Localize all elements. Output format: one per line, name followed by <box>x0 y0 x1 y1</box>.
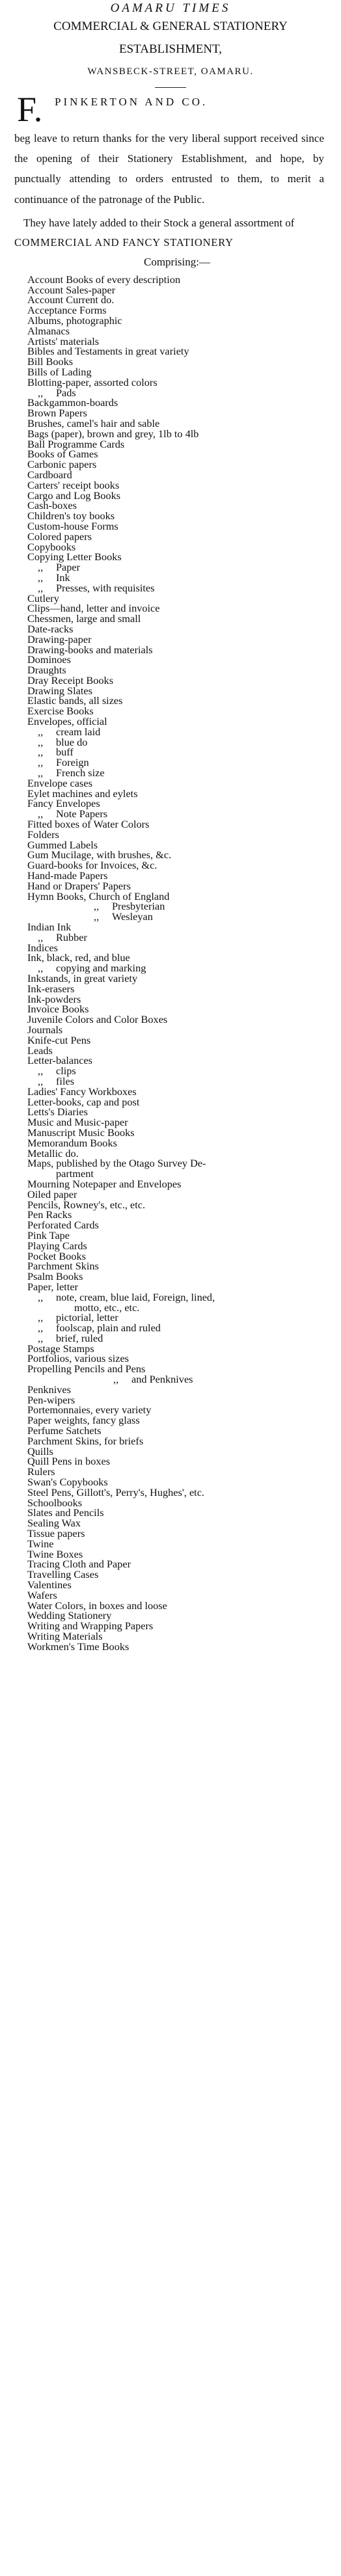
list-item: ,, Wesleyan <box>94 910 153 923</box>
list-item: ,, French size <box>38 766 105 780</box>
list-item: Gum Mucilage, with brushes, &c. <box>27 848 172 861</box>
list-item: Twine Boxes <box>27 1547 83 1560</box>
list-item: ,, files <box>38 1074 75 1087</box>
list-item: Hymn Books, Church of England <box>27 889 170 902</box>
ditto-mark: ,, <box>38 386 44 399</box>
list-item: Parchment Skins <box>27 1260 99 1273</box>
ditto-mark: ,, <box>38 581 44 594</box>
list-item: Penknives <box>27 1383 71 1396</box>
list-item: motto, etc., etc. <box>74 1301 140 1314</box>
newspaper-title: OAMARU TIMES <box>110 1 231 15</box>
list-item: Workmen's Time Books <box>27 1640 130 1653</box>
list-item: Letts's Diaries <box>27 1105 88 1119</box>
list-item: Schoolbooks <box>27 1496 83 1509</box>
list-item: Bibles and Testaments in great variety <box>27 345 189 358</box>
list-item: ,, buff <box>38 746 74 759</box>
list-item <box>27 1662 341 1672</box>
ditto-mark: ,, <box>38 746 44 759</box>
list-item: Writing and Wrapping Papers <box>27 1620 154 1633</box>
list-item: Portemonnaies, every variety <box>27 1403 152 1417</box>
ditto-mark: ,, <box>38 725 44 738</box>
ditto-mark: ,, <box>94 910 100 923</box>
intro-paragraph: beg leave to return thanks for the very liberal support received since the opening of their Stationery Establishment, and hope, by punctually attending to orders entrusted to them, to merit a continuance of the patronage of the Public. <box>14 132 324 206</box>
list-item: Account Books of every description <box>27 273 181 286</box>
list-item: Paper weights, fancy glass <box>27 1414 140 1427</box>
ditto-mark: ,, <box>38 1074 44 1087</box>
firm-name: PINKERTON AND CO. <box>55 96 208 108</box>
list-item: Paper, letter <box>27 1280 79 1293</box>
list-item: Manuscript Music Books <box>27 1126 135 1139</box>
ditto-mark: ,, <box>38 1290 44 1303</box>
list-item: ,, Ink <box>38 571 70 584</box>
list-item: Ink-powders <box>27 992 81 1005</box>
ditto-mark: ,, <box>113 1373 119 1386</box>
list-item: Pink Tape <box>27 1228 70 1241</box>
list-item: ,, Foreign <box>38 756 89 769</box>
drop-cap: F. <box>17 90 43 129</box>
stock-paragraph: They have lately added to their Stock a general assortment of <box>23 216 295 229</box>
list-item: Quills <box>27 1444 53 1457</box>
list-item: Metallic do. <box>27 1146 79 1159</box>
ditto-mark: ,, <box>38 766 44 780</box>
list-item: Parchment Skins, for briefs <box>27 1434 144 1447</box>
list-item: Postage Stamps <box>27 1342 94 1355</box>
list-item: ,, foolscap, plain and ruled <box>38 1322 161 1335</box>
list-item: Indices <box>27 941 59 954</box>
list-item: Quill Pens in boxes <box>27 1455 111 1468</box>
list-item: Letter-books, cap and post <box>27 1095 140 1108</box>
list-item: Chessmen, large and small <box>27 612 141 625</box>
ditto-mark: ,, <box>38 735 44 748</box>
list-item: Propelling Pencils and Pens <box>27 1363 146 1376</box>
list-item <box>27 1703 341 1714</box>
list-item: Gummed Labels <box>27 838 98 851</box>
ditto-mark: ,, <box>38 756 44 769</box>
list-item: ,, brief, ruled <box>38 1331 103 1344</box>
list-item: ,, copying and marking <box>38 962 146 975</box>
list-item: ,, and Penknives <box>113 1373 193 1386</box>
advert-heading-2: ESTABLISHMENT, <box>118 42 223 56</box>
ditto-mark: ,, <box>38 561 44 574</box>
list-item: Eylet machines and eylets <box>27 787 138 800</box>
list-item <box>27 1713 341 1724</box>
list-item: Pencils, Rowney's, etc., etc. <box>27 1198 146 1211</box>
list-item: Wedding Stationery <box>27 1609 112 1622</box>
list-item: Valentines <box>27 1579 72 1592</box>
list-item: Ink-erasers <box>27 982 75 995</box>
list-item: Leads <box>27 1044 53 1057</box>
item-list <box>27 275 341 1724</box>
list-item: Hand or Drapers' Papers <box>27 879 131 892</box>
list-item: Date-racks <box>27 622 74 635</box>
ditto-mark: ,, <box>38 807 44 820</box>
list-item: Blotting-paper, assorted colors <box>27 375 157 388</box>
list-item: ,, cream laid <box>38 725 101 738</box>
list-item: Ball Programme Cards <box>27 437 125 450</box>
list-item: Pocket Books <box>27 1249 87 1262</box>
list-item: Dominoes <box>27 653 71 666</box>
comprising-label: Comprising:— <box>143 255 210 268</box>
list-item: Cargo and Log Books <box>27 489 121 502</box>
list-item <box>27 1683 341 1693</box>
intro-line <box>14 90 324 129</box>
list-item: Books of Games <box>27 448 98 461</box>
list-item: Indian Ink <box>27 921 72 934</box>
list-item: Rulers <box>27 1465 55 1478</box>
list-item: Carters' receipt books <box>27 478 120 491</box>
list-item: Memorandum Books <box>27 1136 117 1149</box>
list-item: Clips—hand, letter and invoice <box>27 602 160 615</box>
list-item: ,, Note Papers <box>38 807 108 820</box>
list-item: Oiled paper <box>27 1187 77 1200</box>
list-item: Juvenile Colors and Color Boxes <box>27 1013 168 1026</box>
list-item: Playing Cards <box>27 1239 87 1252</box>
list-item: Cardboard <box>27 468 72 481</box>
list-item: Cash-boxes <box>27 499 77 512</box>
list-item: ,, blue do <box>38 735 88 748</box>
list-item: Ladies' Fancy Workboxes <box>27 1085 137 1098</box>
list-item: Travelling Cases <box>27 1568 99 1581</box>
list-item: Writing Materials <box>27 1630 103 1642</box>
ditto-mark: ,, <box>94 900 100 913</box>
list-item: ,, note, cream, blue laid, Foreign, lined, <box>38 1290 215 1303</box>
list-item: Music and Music-paper <box>27 1116 128 1129</box>
list-item: Invoice Books <box>27 1003 89 1016</box>
list-item: Artists' materials <box>27 334 100 347</box>
ditto-mark: ,, <box>38 571 44 584</box>
list-item: partment <box>56 1167 94 1180</box>
list-item: Slates and Pencils <box>27 1506 104 1519</box>
list-item: ,, Pads <box>38 386 76 399</box>
list-item: Pen-wipers <box>27 1393 75 1406</box>
list-item: Children's toy books <box>27 509 115 522</box>
list-item: Almanacs <box>27 324 70 337</box>
list-item: Journals <box>27 1023 63 1036</box>
list-item: Sealing Wax <box>27 1517 81 1530</box>
advert-heading: COMMERCIAL & GENERAL STATIONERY <box>53 20 288 33</box>
list-item: ,, Paper <box>38 561 81 574</box>
ditto-mark: ,, <box>38 962 44 975</box>
divider <box>155 87 186 88</box>
list-item: Account Sales-paper <box>27 283 116 296</box>
ditto-mark: ,, <box>38 1322 44 1335</box>
list-item: Mourning Notepaper and Envelopes <box>27 1177 182 1190</box>
list-item: Draughts <box>27 664 66 677</box>
list-item: Bills of Lading <box>27 365 92 378</box>
list-item: Carbonic papers <box>27 458 97 471</box>
ditto-mark: ,, <box>38 1331 44 1344</box>
list-item: Perfume Satchets <box>27 1424 102 1437</box>
list-item: Bags (paper), brown and grey, 1lb to 4lb <box>27 427 199 440</box>
ditto-mark: ,, <box>38 1064 44 1078</box>
list-item: Exercise Books <box>27 705 94 718</box>
address: WANSBECK-STREET, OAMARU. <box>87 66 254 77</box>
list-item: Drawing-books and materials <box>27 643 153 656</box>
list-item: Dray Receipt Books <box>27 673 114 686</box>
list-item: Portfolios, various sizes <box>27 1352 130 1365</box>
list-item: Hand-made Papers <box>27 869 108 882</box>
ditto-mark: ,, <box>38 1311 44 1324</box>
list-item: Folders <box>27 828 59 841</box>
list-item: Fitted boxes of Water Colors <box>27 818 150 831</box>
list-item: Custom-house Forms <box>27 519 118 532</box>
list-item: ,, pictorial, letter <box>38 1311 118 1324</box>
list-item: Envelope cases <box>27 776 92 789</box>
list-item: Maps, published by the Otago Survey De- <box>27 1157 206 1170</box>
list-item: Acceptance Forms <box>27 304 107 317</box>
list-item: Copying Letter Books <box>27 550 122 563</box>
ditto-mark: ,, <box>38 930 44 943</box>
list-item <box>27 1652 341 1662</box>
list-item: Account Current do. <box>27 293 115 306</box>
list-item: Inkstands, in great variety <box>27 972 138 984</box>
list-item: Albums, photographic <box>27 314 122 327</box>
list-item: Tracing Cloth and Paper <box>27 1558 131 1571</box>
list-item: Elastic bands, all sizes <box>27 694 123 707</box>
list-item: Pen Racks <box>27 1208 72 1221</box>
list-item: Colored papers <box>27 530 92 543</box>
list-item: Swan's Copybooks <box>27 1476 108 1489</box>
stock-heading: COMMERCIAL AND FANCY STATIONERY <box>14 236 234 249</box>
list-item: Letter-balances <box>27 1054 93 1067</box>
list-item: Backgammon-boards <box>27 396 118 409</box>
list-item: Psalm Books <box>27 1270 83 1283</box>
list-item: Fancy Envelopes <box>27 797 100 810</box>
list-item <box>27 1693 341 1703</box>
list-item: ,, Presses, with requisites <box>38 581 155 594</box>
list-item: Envelopes, official <box>27 715 107 728</box>
list-item: ,, Presbyterian <box>94 900 165 913</box>
list-item: Brown Papers <box>27 407 87 420</box>
list-item: Water Colors, in boxes and loose <box>27 1599 167 1612</box>
list-item: Drawing Slates <box>27 684 92 697</box>
list-item: Tissue papers <box>27 1527 85 1540</box>
list-item: Twine <box>27 1537 54 1550</box>
list-item <box>27 1672 341 1683</box>
list-item: Drawing-paper <box>27 632 92 645</box>
list-item: Bill Books <box>27 355 74 368</box>
list-item: Perforated Cards <box>27 1219 99 1232</box>
list-item: ,, Rubber <box>38 930 87 943</box>
list-item: Knife-cut Pens <box>27 1033 91 1046</box>
list-item: Guard-books for Invoices, &c. <box>27 859 157 872</box>
list-item: ,, clips <box>38 1064 76 1078</box>
list-item: Wafers <box>27 1588 57 1601</box>
list-item: Ink, black, red, and blue <box>27 951 130 964</box>
list-item: Cutlery <box>27 591 59 604</box>
list-item: Brushes, camel's hair and sable <box>27 416 160 429</box>
list-item: Copybooks <box>27 540 76 553</box>
list-item: Steel Pens, Gillott's, Perry's, Hughes', etc. <box>27 1485 204 1498</box>
